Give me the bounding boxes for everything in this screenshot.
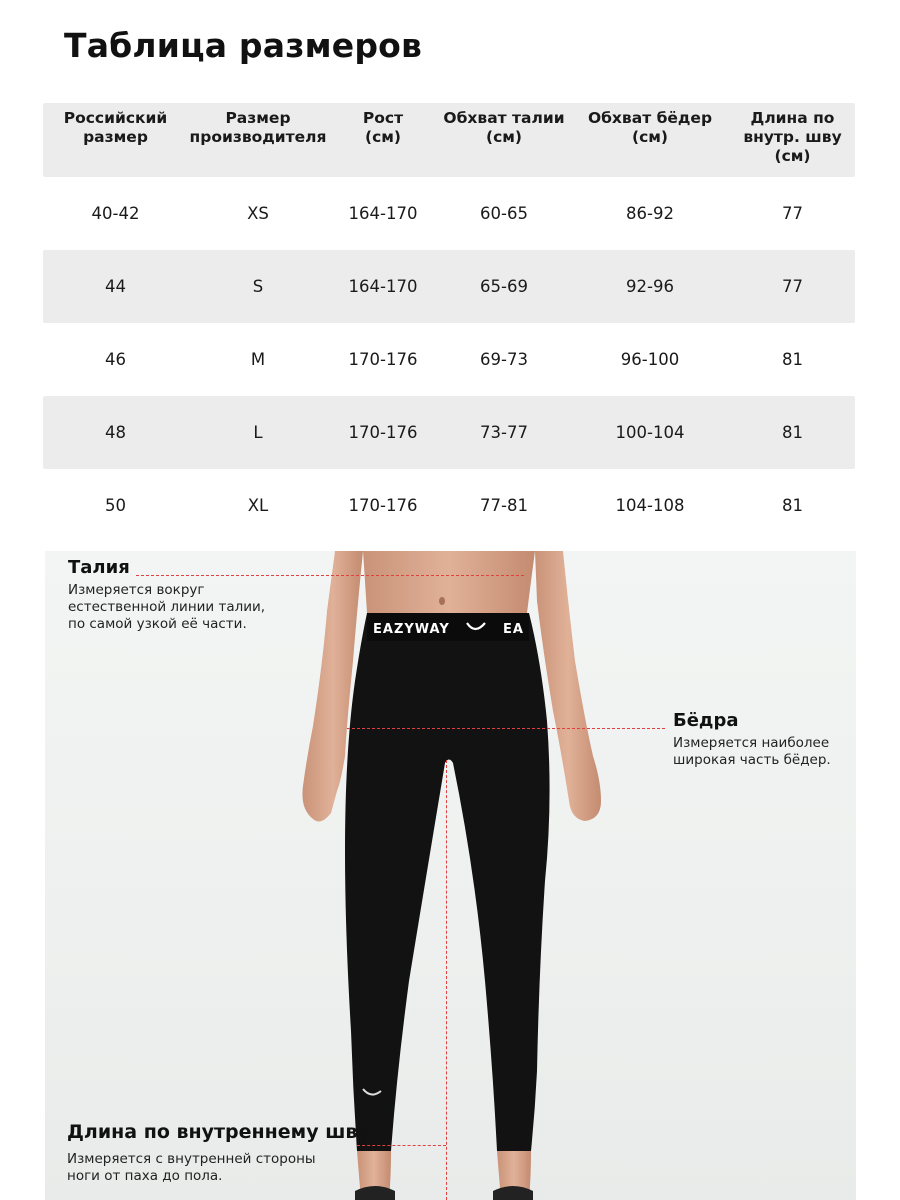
waist-description: Измеряется вокруг естественной линии талии, по самой узкой её части.	[68, 582, 266, 632]
header-waist: Обхват талии (см)	[443, 109, 565, 146]
cell-inseam: 81	[782, 496, 803, 515]
table-row	[43, 250, 855, 323]
hips-title: Бёдра	[673, 710, 739, 731]
cell-hips: 92-96	[626, 277, 674, 296]
table-header-row	[43, 103, 855, 177]
table-row	[43, 396, 855, 469]
header-height: Рост (см)	[362, 109, 404, 146]
cell-inseam: 81	[782, 350, 803, 369]
table-row	[43, 177, 855, 250]
cell-waist: 60-65	[480, 204, 528, 223]
model-photo	[45, 551, 856, 1200]
inseam-title: Длина по внутреннему шву	[67, 1121, 370, 1143]
header-hips: Обхват бёдер (см)	[587, 109, 713, 146]
cell-hips: 100-104	[615, 423, 685, 442]
waistband-brand-text-2: EA	[503, 622, 524, 637]
torso	[363, 551, 535, 613]
page-title: Таблица размеров	[64, 26, 423, 65]
cell-manufacturer-size: XL	[247, 496, 269, 515]
cell-russian-size: 46	[105, 350, 126, 369]
cell-manufacturer-size: XS	[247, 204, 269, 223]
cell-waist: 69-73	[480, 350, 528, 369]
cell-russian-size: 48	[105, 423, 126, 442]
cell-height: 164-170	[348, 277, 418, 296]
cell-inseam: 77	[782, 277, 803, 296]
hips-annotation	[673, 710, 831, 769]
cell-manufacturer-size: L	[253, 423, 263, 442]
cell-waist: 65-69	[480, 277, 528, 296]
inseam-guide-line	[446, 760, 447, 1200]
cell-russian-size: 40-42	[91, 204, 140, 223]
header-manufacturer-size: Размер производителя	[189, 109, 327, 146]
inseam-annotation	[67, 1121, 370, 1185]
navel	[439, 597, 445, 605]
inseam-description: Измеряется с внутренней стороны ноги от паха до пола.	[67, 1151, 316, 1184]
hips-description: Измеряется наиболее широкая часть бёдер.	[673, 735, 831, 768]
cell-manufacturer-size: S	[252, 277, 264, 296]
inseam-horizontal-guide	[357, 1145, 446, 1146]
size-table	[43, 103, 855, 542]
hips-guide-line	[347, 728, 665, 729]
header-russian-size: Российский размер	[63, 109, 168, 146]
cell-russian-size: 44	[105, 277, 126, 296]
table-row	[43, 469, 855, 542]
cell-hips: 104-108	[615, 496, 685, 515]
cell-hips: 86-92	[626, 204, 674, 223]
cell-inseam: 77	[782, 204, 803, 223]
cell-height: 170-176	[348, 350, 418, 369]
cell-waist: 77-81	[480, 496, 528, 515]
cell-inseam: 81	[782, 423, 803, 442]
table-row	[43, 323, 855, 396]
header-inseam: Длина по внутр. шву (см)	[743, 109, 842, 165]
leggings	[345, 613, 550, 1151]
cell-hips: 96-100	[620, 350, 680, 369]
cell-waist: 73-77	[480, 423, 528, 442]
model-illustration	[45, 551, 856, 1200]
cell-height: 164-170	[348, 204, 418, 223]
waistband-brand-text: EAZYWAY	[373, 622, 450, 637]
waist-title: Талия	[68, 557, 130, 578]
cell-russian-size: 50	[105, 496, 126, 515]
cell-height: 170-176	[348, 423, 418, 442]
waist-annotation	[68, 557, 265, 633]
cell-manufacturer-size: M	[250, 350, 266, 369]
cell-height: 170-176	[348, 496, 418, 515]
